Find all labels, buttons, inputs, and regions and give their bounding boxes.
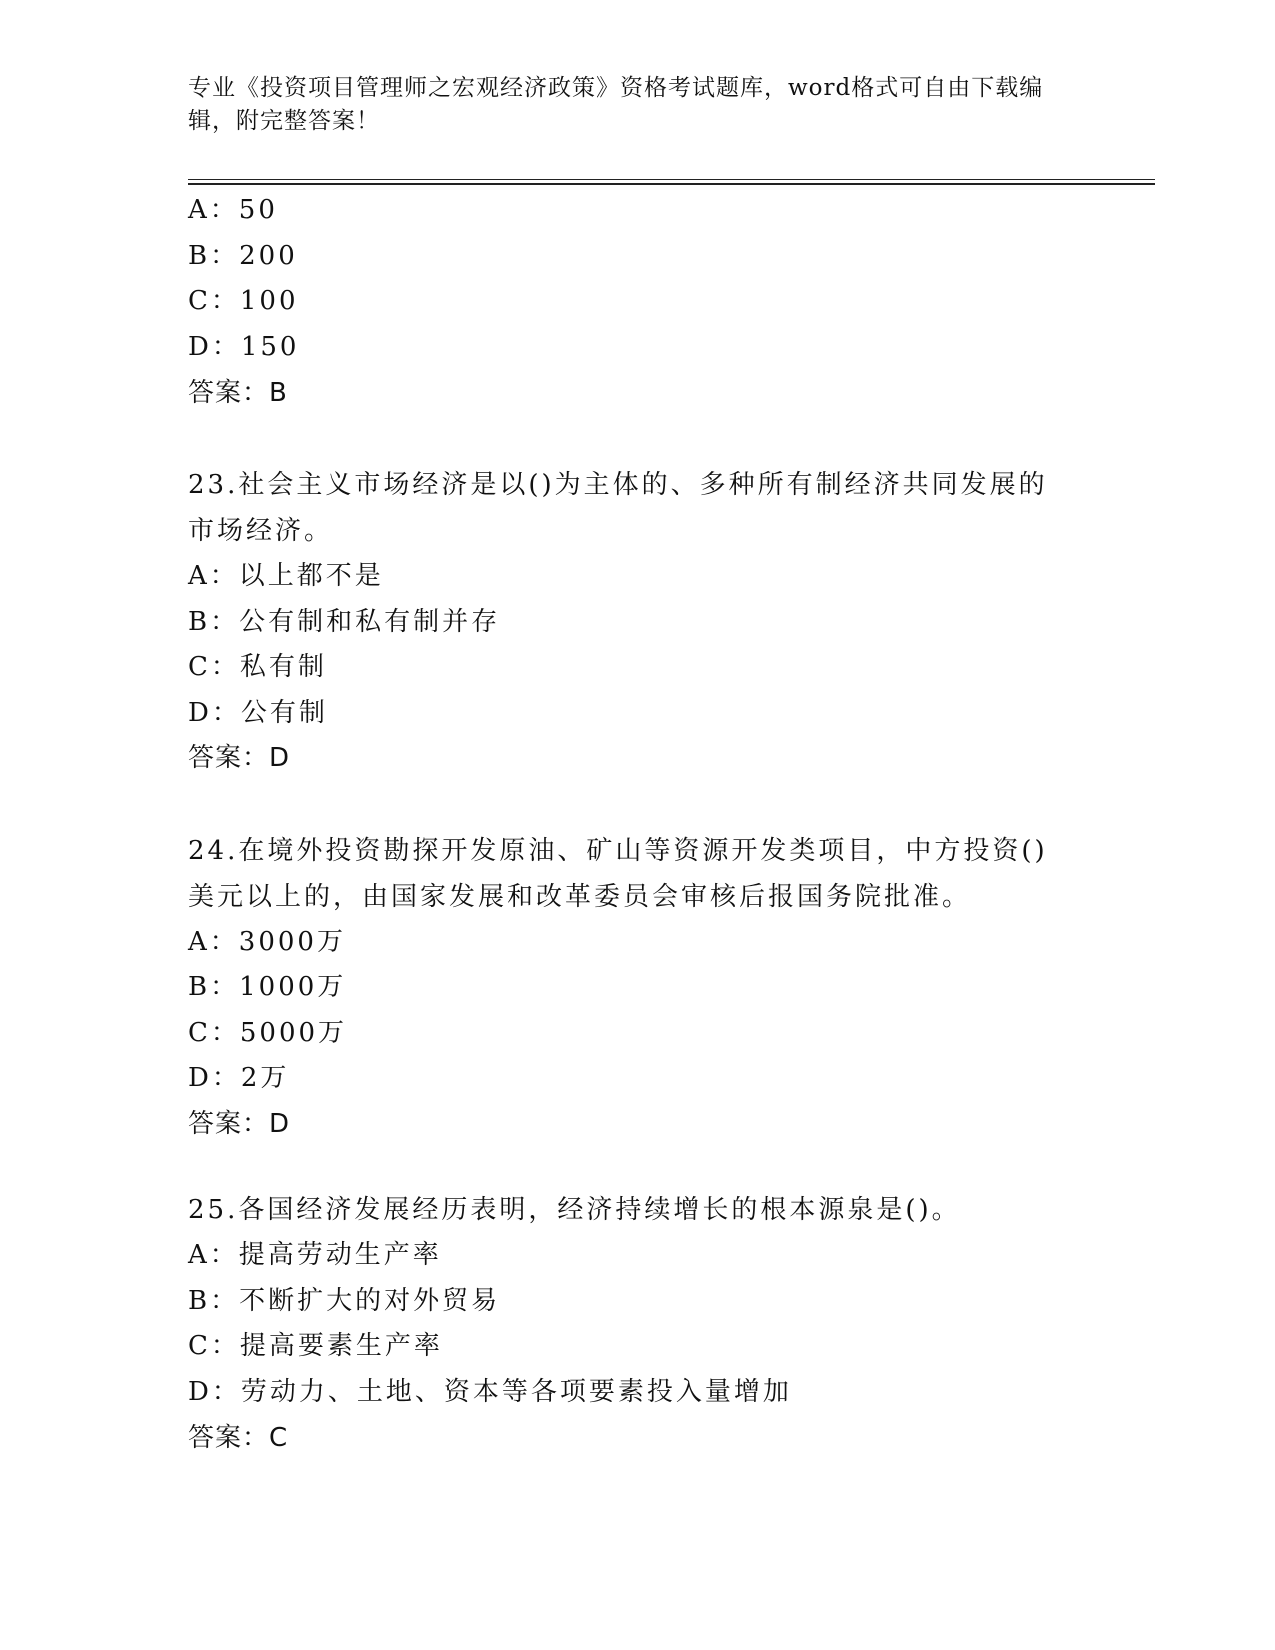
q23-option-b: B：公有制和私有制并存: [188, 607, 501, 637]
q24-option-d: D：2万: [188, 1063, 290, 1093]
q24-question: 24.在境外投资勘探开发原油、矿山等资源开发类项目，中方投资()美元以上的，由国家发展和改革委员会审核后报国务院批准。: [188, 836, 1048, 912]
q24-answer: 答案：D: [188, 1109, 291, 1139]
q22-option-d: D：150: [188, 332, 300, 362]
q23-option-d: D：公有制: [188, 698, 328, 728]
q23-question: 23.社会主义市场经济是以()为主体的、多种所有制经济共同发展的市场经济。: [188, 470, 1048, 546]
q25-option-a: A：提高劳动生产率: [188, 1240, 442, 1270]
q25-question: 25.各国经济发展经历表明，经济持续增长的根本源泉是()。: [188, 1195, 961, 1225]
q25-option-d: D：劳动力、土地、资本等各项要素投入量增加: [188, 1377, 792, 1407]
q23-option-c: C：私有制: [188, 652, 327, 682]
q24-option-c: C：5000万: [188, 1018, 348, 1048]
header-rule-thick: [188, 183, 1155, 185]
q24-option-b: B：1000万: [188, 972, 347, 1002]
header-rule-thin: [188, 179, 1155, 180]
q22-option-a: A：50: [188, 195, 278, 225]
q23-option-a: A：以上都不是: [188, 561, 384, 591]
document-header: 专业《投资项目管理师之宏观经济政策》资格考试题库，word格式可自由下载编辑，附完整答案！: [188, 75, 1044, 134]
q22-answer: 答案：B: [188, 378, 288, 408]
q23-answer: 答案：D: [188, 743, 291, 773]
q24-option-a: A：3000万: [188, 927, 346, 957]
q25-answer: 答案：C: [188, 1423, 289, 1453]
q22-option-b: B：200: [188, 241, 298, 271]
q22-option-c: C：100: [188, 286, 299, 316]
q25-option-b: B：不断扩大的对外贸易: [188, 1286, 501, 1316]
q25-option-c: C：提高要素生产率: [188, 1331, 443, 1361]
